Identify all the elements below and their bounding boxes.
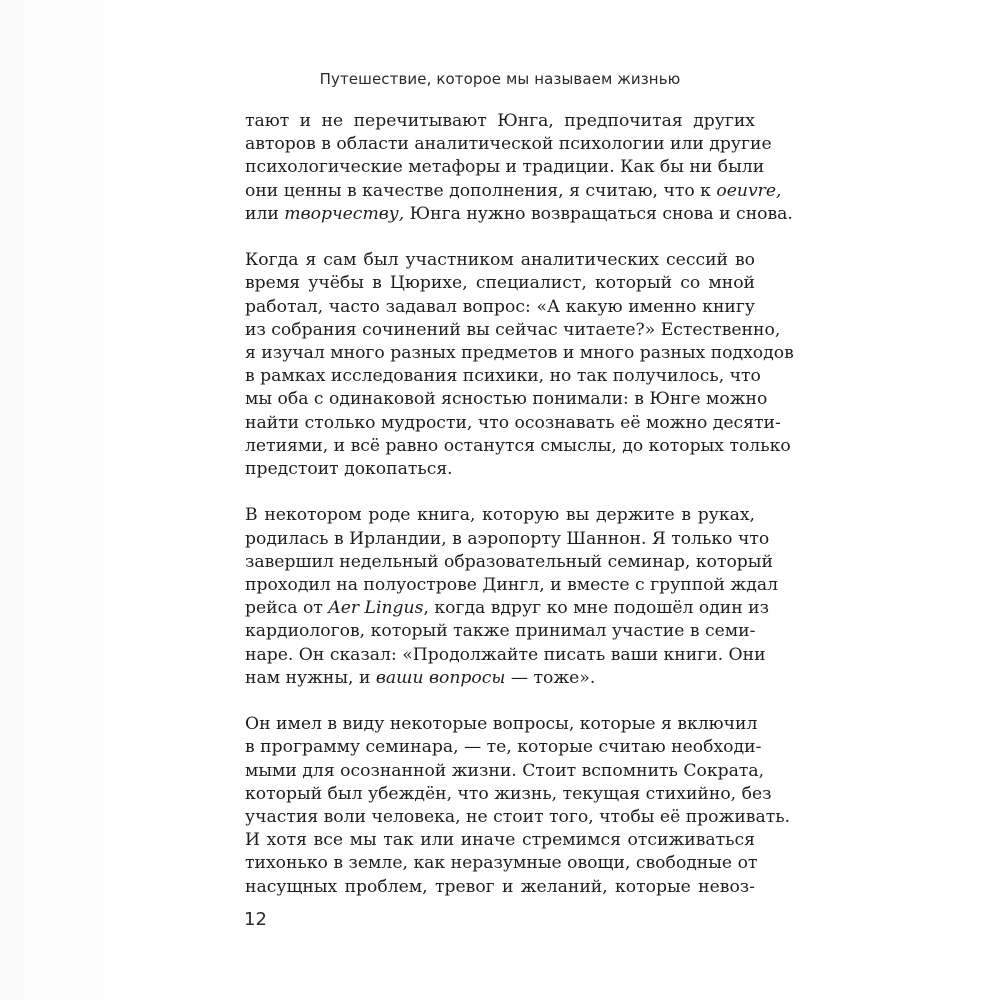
text-line: проходил на полуострове Дингл, и вместе с группой ждал (245, 575, 778, 596)
text-line: в рамках исследования психики, но так получилось, что (245, 366, 761, 387)
text-line: нам нужны, и ваши вопросы — тоже». (245, 667, 596, 688)
text-line: родилась в Ирландии, в аэропорту Шаннон. Я только что (245, 528, 770, 549)
running-header: Путешествие, которое мы называем жизнью (319, 70, 681, 88)
italic-term: Aer Lingus (328, 598, 424, 619)
text-line: летиями, и всё равно останутся смыслы, до которых только (245, 435, 791, 456)
paragraph (245, 110, 793, 226)
text-line: участия воли человека, не стоит того, чтобы её проживать. (245, 807, 791, 828)
text-line: наре. Он сказал: «Продолжайте писать ваши книги. Они (245, 644, 766, 665)
page-number: 12 (244, 909, 267, 930)
text-line: из собрания сочинений вы сейчас читаете?» Естественно, (245, 319, 781, 340)
text-line: авторов в области аналитической психологии или другие (245, 134, 772, 155)
text-line: кардиологов, который также принимал участие в семи- (245, 621, 756, 642)
text-line: тают и не перечитывают Юнга, предпочитая других (245, 111, 755, 131)
paragraph (245, 249, 794, 481)
italic-term: oeuvre, (716, 180, 782, 201)
text-line: или творчеству, Юнга нужно возвращаться снова и снова. (245, 203, 793, 224)
text-line: И хотя все мы так или иначе стремимся отсиживаться (245, 830, 755, 851)
text-line: работал, часто задавал вопрос: «А какую именно книгу (245, 296, 755, 317)
text-line: предстоит докопаться. (245, 459, 453, 480)
text-line: найти столько мудрости, что осознавать её можно десяти- (245, 412, 781, 433)
text-line: психологические метафоры и традиции. Как бы ни были (245, 157, 765, 178)
text-line: мы оба с одинаковой ясностью понимали: в Юнге можно (245, 389, 768, 410)
paragraph (245, 504, 778, 690)
italic-term: ваши вопросы (375, 667, 506, 688)
text-line: в программу семинара, — те, которые считаю необходи- (245, 737, 762, 758)
text-line: который был убеждён, что жизнь, текущая стихийно, без (245, 783, 772, 804)
text-line: они ценны в качестве дополнения, я считаю, что к oeuvre, (245, 180, 782, 201)
paragraph (245, 713, 791, 899)
text-line: Он имел в виду некоторые вопросы, которые я включил (245, 714, 758, 735)
text-line: тихонько в земле, как неразумные овощи, свободные от (245, 853, 758, 874)
text-line: рейса от Aer Lingus, когда вдруг ко мне подошёл один из (245, 598, 770, 619)
text-line: В некотором роде книга, которую вы держите в руках, (245, 505, 755, 526)
italic-term: творчеству, (284, 203, 405, 224)
text-line: завершил недельный образовательный семинар, который (245, 551, 773, 572)
text-line: насущных проблем, тревог и желаний, которые невоз- (245, 876, 755, 897)
text-line: время учёбы в Цюрихе, специалист, который со мной (245, 273, 755, 294)
body-text (245, 110, 794, 922)
text-line: я изучал много разных предметов и много разных подходов (245, 343, 794, 364)
text-line: Когда я сам был участником аналитических сессий во (245, 250, 755, 271)
text-line: мыми для осознанной жизни. Стоит вспомнить Сократа, (245, 760, 765, 781)
